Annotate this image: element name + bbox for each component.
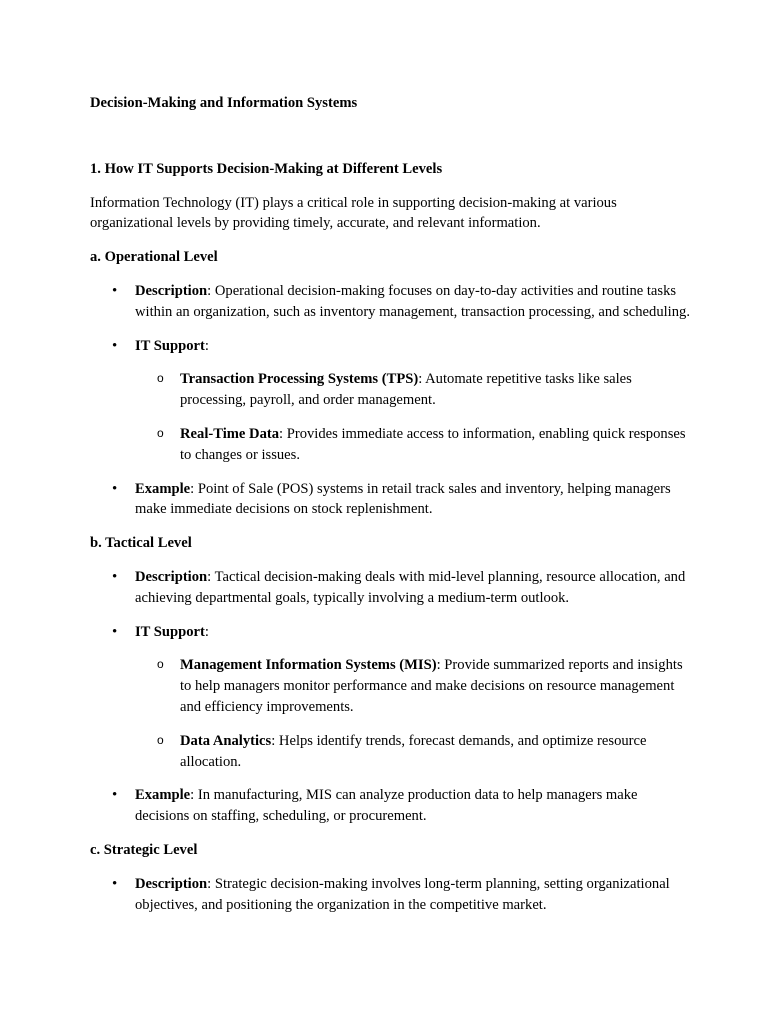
it-support-label: IT Support	[135, 337, 205, 354]
sub-bullet-icon: o	[157, 732, 164, 747]
sub-list-item	[135, 424, 690, 466]
description-label: Description	[135, 282, 208, 299]
operational-it-support-item	[90, 336, 690, 466]
operational-sub-list	[135, 369, 690, 465]
operational-example-item	[90, 479, 690, 521]
document-page	[90, 93, 690, 915]
operational-bullet-list	[90, 281, 690, 520]
it-support-colon: :	[204, 337, 209, 354]
sub-item-label: Data Analytics	[180, 732, 272, 749]
tactical-description-item	[90, 567, 690, 609]
sub-list-item	[135, 369, 690, 411]
sub-bullet-icon: o	[157, 657, 164, 672]
section-heading: 1. How IT Supports Decision-Making at Different Levels	[90, 160, 443, 177]
bullet-icon: •	[112, 282, 118, 299]
operational-description-item	[90, 281, 690, 323]
strategic-description-item	[90, 874, 690, 916]
sub-item-text: : Provide summarized reports and insights to help managers monitor performance and make decisions on resource management and efficiency improvements.	[180, 657, 683, 715]
tactical-level-heading: b. Tactical Level	[90, 535, 192, 552]
tactical-it-support-item	[90, 622, 690, 773]
bullet-icon: •	[112, 875, 118, 892]
operational-level-heading: a. Operational Level	[90, 249, 218, 266]
sub-item-label: Real-Time Data	[180, 425, 280, 442]
strategic-level-heading: c. Strategic Level	[90, 841, 198, 858]
sub-bullet-icon: o	[157, 425, 164, 440]
bullet-icon: •	[112, 337, 118, 354]
bullet-icon: •	[112, 480, 118, 497]
sub-item-text: : Provides immediate access to information, enabling quick responses to changes or issues.	[180, 425, 686, 463]
it-support-label: IT Support	[135, 623, 205, 640]
tactical-example-item	[90, 785, 690, 827]
sub-item-label: Transaction Processing Systems (TPS)	[180, 371, 419, 388]
sub-item-label: Management Information Systems (MIS)	[180, 657, 437, 674]
sub-item-text: : Helps identify trends, forecast demands, and optimize resource allocation.	[180, 732, 647, 770]
sub-list-item	[135, 655, 690, 717]
sub-bullet-icon: o	[157, 371, 164, 386]
example-text: : In manufacturing, MIS can analyze production data to help managers make decisions on staffing, scheduling, or procurement.	[135, 787, 638, 825]
example-label: Example	[135, 480, 191, 497]
bullet-icon: •	[112, 623, 118, 640]
it-support-colon: :	[204, 623, 209, 640]
bullet-icon: •	[112, 787, 118, 804]
description-text: : Strategic decision-making involves long-term planning, setting organizational objectives, and positioning the organization in the competitive market.	[135, 875, 670, 913]
intro-paragraph: Information Technology (IT) plays a critical role in supporting decision-making at various organizational levels by providing timely, accurate, and relevant information.	[90, 194, 617, 232]
sub-item-text: : Automate repetitive tasks like sales processing, payroll, and order management.	[180, 371, 632, 409]
tactical-bullet-list	[90, 567, 690, 827]
description-text: : Tactical decision-making deals with mid-level planning, resource allocation, and achieving departmental goals, typically involving a medium-term outlook.	[135, 568, 686, 606]
example-label: Example	[135, 787, 191, 804]
description-text: : Operational decision-making focuses on day-to-day activities and routine tasks within an organization, such as inventory management, transaction processing, and scheduling.	[135, 282, 690, 320]
description-label: Description	[135, 875, 208, 892]
sub-list-item	[135, 731, 690, 773]
tactical-sub-list	[135, 655, 690, 772]
strategic-bullet-list	[90, 874, 690, 916]
example-text: : Point of Sale (POS) systems in retail track sales and inventory, helping managers make immediate decisions on stock replenishment.	[135, 480, 671, 518]
description-label: Description	[135, 568, 208, 585]
document-title: Decision-Making and Information Systems	[90, 95, 358, 111]
bullet-icon: •	[112, 568, 118, 585]
